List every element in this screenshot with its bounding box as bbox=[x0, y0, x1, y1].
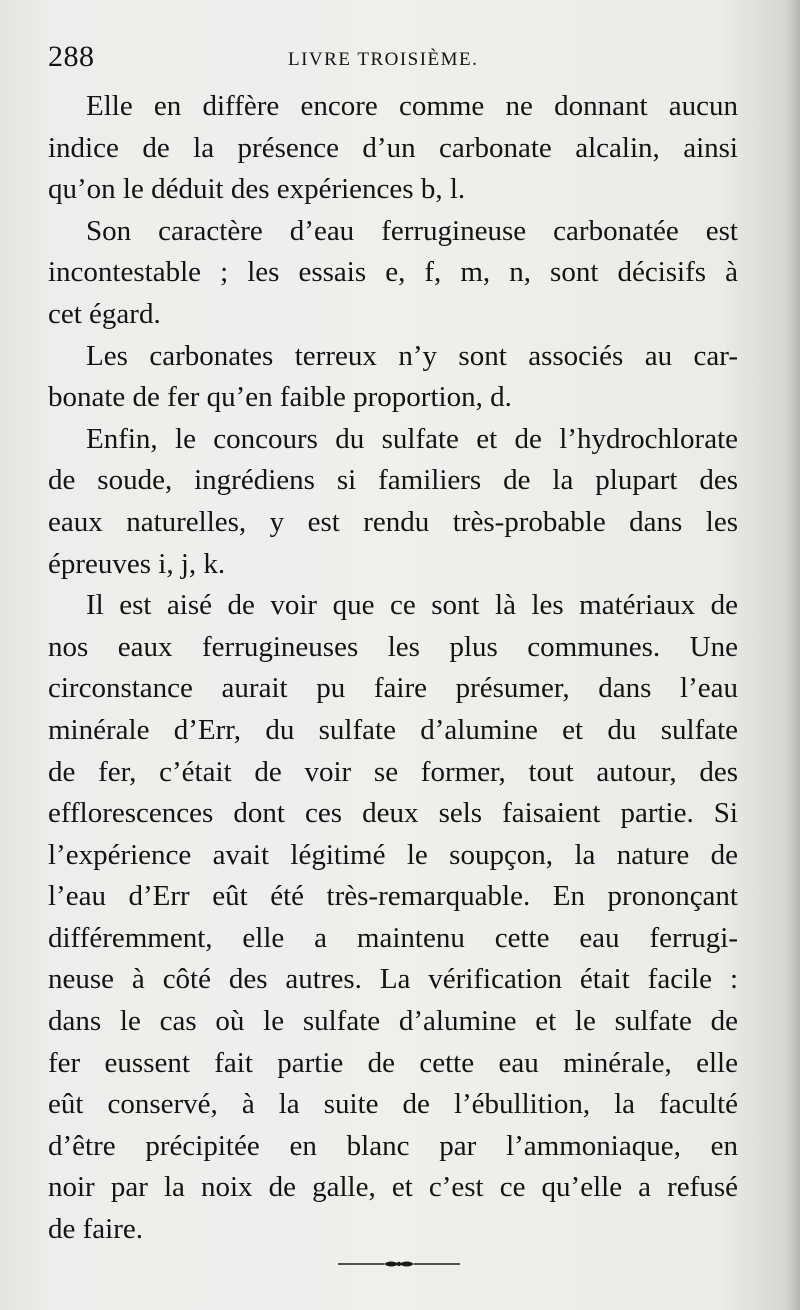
text-line: l’eau d’Err eût été très-remarquable. En prononçant bbox=[48, 880, 738, 913]
paragraph bbox=[48, 336, 738, 419]
text-line: Enfin, le concours du sulfate et de l’hydrochlorate bbox=[86, 422, 738, 455]
text-line: efflorescences dont ces deux sels faisaient partie. Si bbox=[48, 797, 738, 830]
text-line: de fer, c’était de voir se former, tout autour, des bbox=[48, 755, 738, 788]
text-line: incontestable ; les essais e, f, m, n, sont décisifs à bbox=[48, 256, 738, 289]
text-line: fer eussent fait partie de cette eau minérale, elle bbox=[48, 1046, 738, 1079]
text-line: circonstance aurait pu faire présumer, dans l’eau bbox=[48, 672, 738, 705]
text-line: d’être précipitée en blanc par l’ammoniaque, en bbox=[48, 1129, 738, 1162]
text-line: Il est aisé de voir que ce sont là les matériaux de bbox=[86, 589, 738, 622]
text-line: Les carbonates terreux n’y sont associés au car- bbox=[86, 339, 738, 372]
text-line: épreuves i, j, k. bbox=[48, 547, 226, 580]
body-text bbox=[48, 86, 738, 1251]
text-line: différemment, elle a maintenu cette eau ferrugi- bbox=[48, 921, 738, 954]
paragraph bbox=[48, 585, 738, 1251]
text-line: qu’on le déduit des expériences b, l. bbox=[48, 173, 466, 206]
text-line: noir par la noix de galle, et c’est ce qu’elle a refusé bbox=[48, 1171, 738, 1204]
text-line: Elle en diffère encore comme ne donnant aucun bbox=[86, 90, 738, 122]
page-number: 288 bbox=[48, 40, 95, 73]
text-line: bonate de fer qu’en faible proportion, d. bbox=[48, 381, 512, 414]
paragraph bbox=[48, 86, 738, 211]
text-line: eaux naturelles, y est rendu très-probable dans les bbox=[48, 505, 738, 538]
paragraph bbox=[48, 211, 738, 336]
text-line: eût conservé, à la suite de l’ébullition, la faculté bbox=[48, 1088, 738, 1121]
text-line: neuse à côté des autres. La vérification était facile : bbox=[48, 963, 738, 996]
text-line: Son caractère d’eau ferrugineuse carbonatée est bbox=[86, 214, 738, 247]
text-line: dans le cas où le sulfate d’alumine et le sulfate de bbox=[48, 1005, 738, 1038]
running-head: LIVRE TROISIÈME. bbox=[288, 49, 479, 70]
page-edge-shadow bbox=[786, 0, 800, 1310]
text-line: minérale d’Err, du sulfate d’alumine et du sulfate bbox=[48, 713, 738, 746]
tailpiece-ornament-icon bbox=[336, 1258, 462, 1270]
text-line: indice de la présence d’un carbonate alcalin, ainsi bbox=[48, 131, 738, 164]
paragraph bbox=[48, 419, 738, 585]
page-header bbox=[48, 40, 738, 80]
text-line: nos eaux ferrugineuses les plus communes. Une bbox=[48, 630, 738, 663]
text-line: l’expérience avait légitimé le soupçon, la nature de bbox=[48, 838, 738, 871]
text-line: de soude, ingrédiens si familiers de la plupart des bbox=[48, 464, 738, 497]
text-line: cet égard. bbox=[48, 297, 161, 330]
text-line: de faire. bbox=[48, 1213, 143, 1246]
